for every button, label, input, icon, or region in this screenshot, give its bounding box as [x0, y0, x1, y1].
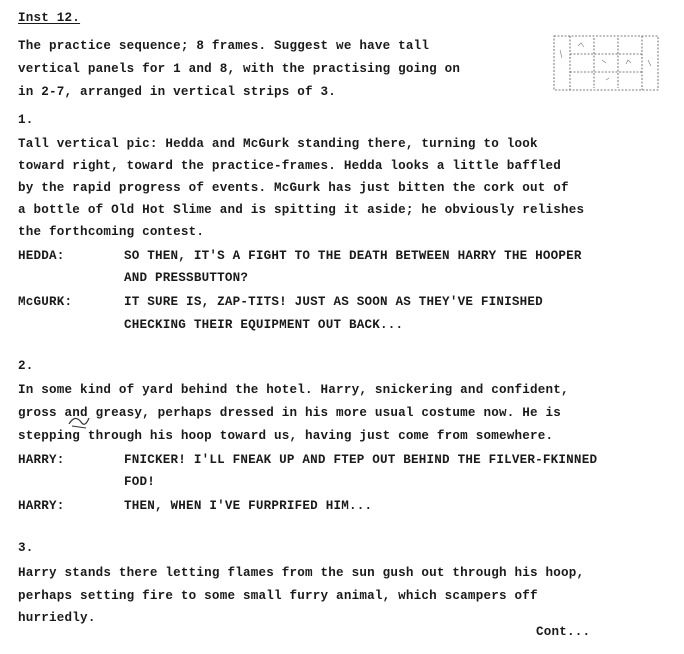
panel-number: 2.	[18, 359, 34, 373]
panel-description-line: gross and greasy, perhaps dressed in his more usual costume now. He is	[18, 406, 562, 420]
dialogue-line: FNICKER! I'LL FNEAK UP AND FTEP OUT BEHIND THE FILVER-FKINNED	[124, 453, 598, 467]
panel-description-line: Harry stands there letting flames from the sun gush out through his hoop,	[18, 566, 585, 580]
dialogue-line: AND PRESSBUTTON?	[124, 271, 249, 285]
panel-description-line: toward right, toward the practice-frames. Hedda looks a little baffled	[18, 159, 562, 173]
handwritten-correction-mark	[66, 412, 92, 430]
dialogue-line: THEN, WHEN I'VE FURPRIFED HIM...	[124, 499, 373, 513]
panel-description-line: by the rapid progress of events. McGurk has just bitten the cork out of	[18, 181, 569, 195]
panel-description-line: perhaps setting fire to some small furry animal, which scampers off	[18, 589, 538, 603]
dialogue-line: FOD!	[124, 475, 156, 489]
dialogue-speaker: HARRY:	[18, 499, 65, 513]
dialogue-line: SO THEN, IT'S A FIGHT TO THE DEATH BETWEEN HARRY THE HOOPER	[124, 249, 582, 263]
intro-line: The practice sequence; 8 frames. Suggest we have tall	[18, 39, 430, 53]
panel-number: 3.	[18, 541, 34, 555]
page-heading: Inst 12.	[18, 11, 81, 25]
panel-description-line: hurriedly.	[18, 611, 96, 625]
panel-number: 1.	[18, 113, 34, 127]
dialogue-line: IT SURE IS, ZAP-TITS! JUST AS SOON AS THEY'VE FINISHED	[124, 295, 543, 309]
dialogue-line: CHECKING THEIR EQUIPMENT OUT BACK...	[124, 318, 404, 332]
panel-description-line: stepping through his hoop toward us, having just come from somewhere.	[18, 429, 554, 443]
intro-line: in 2-7, arranged in vertical strips of 3.	[18, 85, 337, 99]
panel-description-line: a bottle of Old Hot Slime and is spitting it aside; he obviously relishes	[18, 203, 585, 217]
continued-marker: Cont...	[536, 625, 591, 639]
panel-description-line: the forthcoming contest.	[18, 225, 205, 239]
dialogue-speaker: McGURK:	[18, 295, 73, 309]
intro-line: vertical panels for 1 and 8, with the practising going on	[18, 62, 461, 76]
panel-description-line: In some kind of yard behind the hotel. Harry, snickering and confident,	[18, 383, 569, 397]
dialogue-speaker: HARRY:	[18, 453, 65, 467]
panel-description-line: Tall vertical pic: Hedda and McGurk standing there, turning to look	[18, 137, 538, 151]
thumbnail-sketch	[548, 30, 666, 96]
dialogue-speaker: HEDDA:	[18, 249, 65, 263]
